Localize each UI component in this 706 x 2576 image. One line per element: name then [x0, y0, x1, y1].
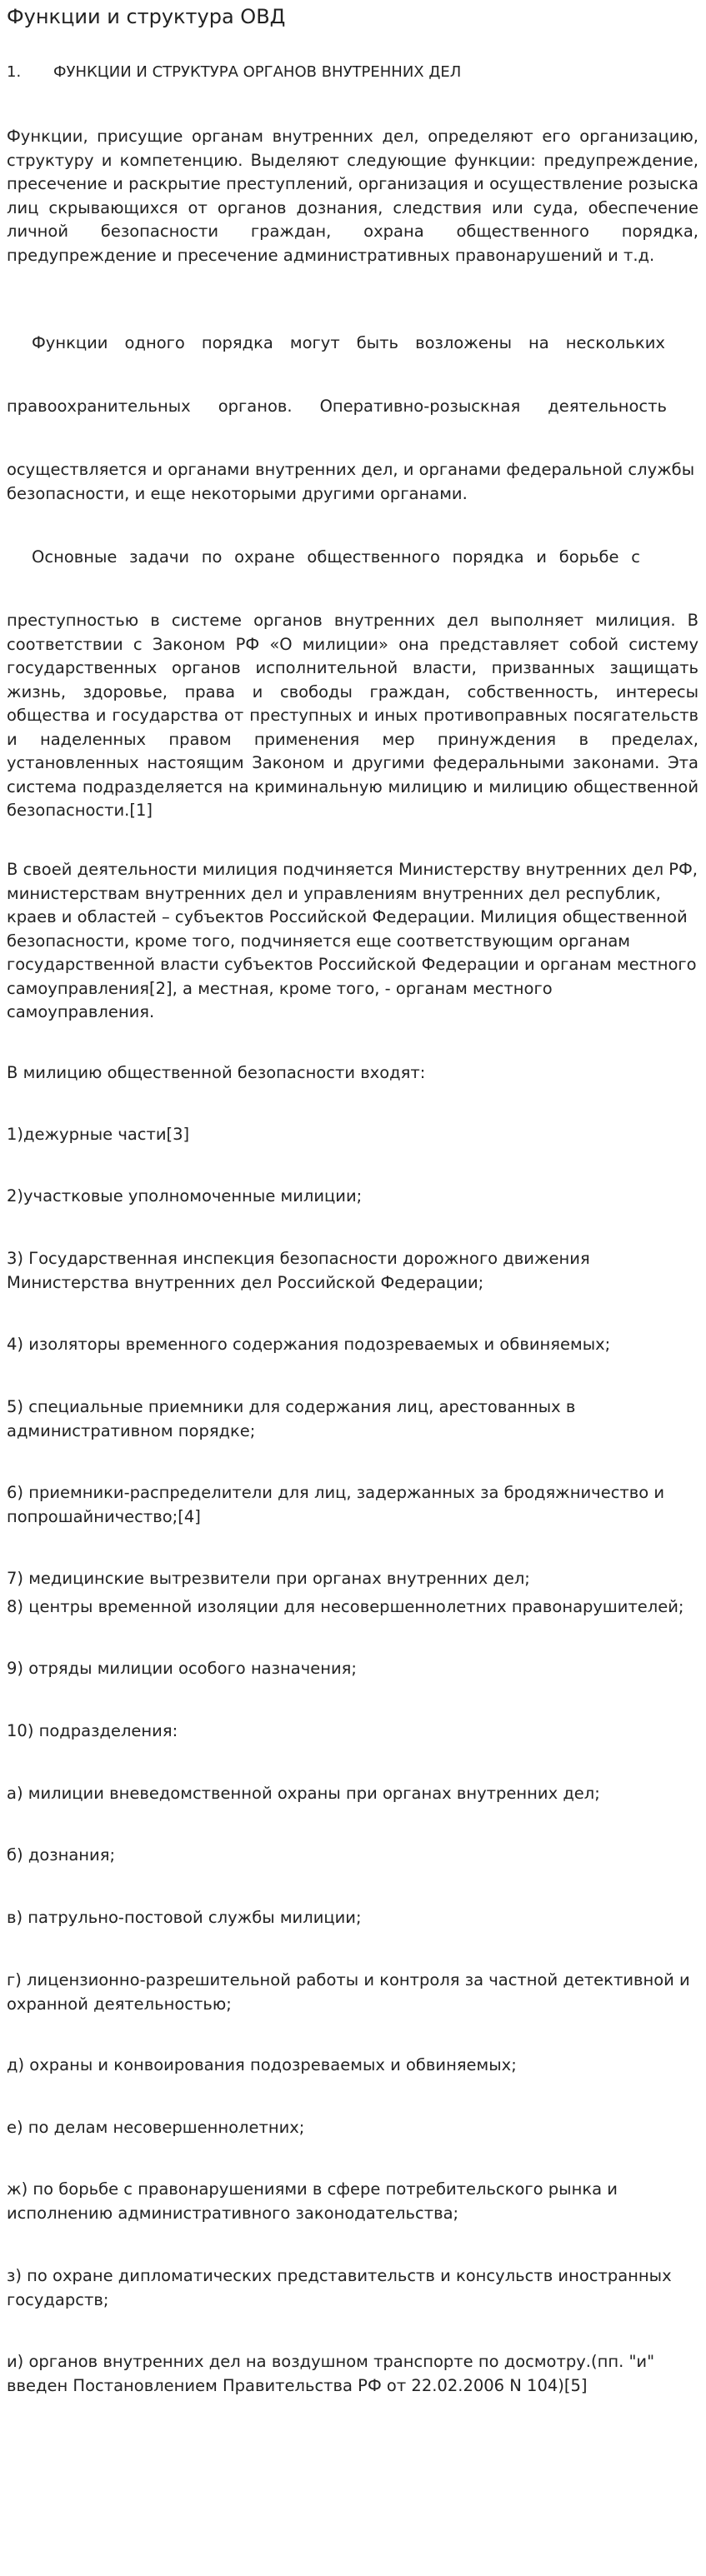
word: Оперативно-розыскная: [319, 397, 521, 416]
page-title: Функции и структура ОВД: [7, 5, 286, 28]
word: Основные: [32, 547, 118, 567]
paragraph-shared-line-2: [7, 395, 667, 419]
paragraph-tasks-rest: преступностью в системе органов внутренних дел выполняет милиция. В соответствии с Законом РФ «О милиции» она представляет собой систему государственных органов исполнительной власти, призванных защищать жизнь, здоровье, права и свободы граждан, собственность, интересы общества и государства от преступных и иных противоправных посягательств и наделенных правом применения мер принуждения в пределах, установленных настоящим Законом и другими федеральными законами. Эта система подразделяется на криминальную милицию и милицию общественной безопасности.[1]: [7, 611, 698, 820]
sub-list-item: д) охраны и конвоирования подозреваемых и обвиняемых;: [7, 2055, 517, 2074]
sub-list-item: з) по охране дипломатических представительств и консульств иностранных государств;: [7, 2266, 672, 2309]
word: на: [528, 333, 549, 352]
paragraph-includes: В милицию общественной безопасности входят:: [7, 1063, 426, 1082]
list-item: 5) специальные приемники для содержания лиц, арестованных в административном порядке;: [7, 1397, 576, 1440]
list-item: 8) центры временной изоляции для несовершеннолетних правонарушителей;: [7, 1597, 684, 1616]
sub-list-item: е) по делам несовершеннолетних;: [7, 2118, 305, 2137]
section-number: 1.: [7, 63, 22, 81]
word: порядка: [452, 547, 524, 567]
list-item: 3) Государственная инспекция безопасности дорожного движения Министерства внутренних дел Российской Федерации;: [7, 1249, 590, 1292]
sub-list-item: б) дознания;: [7, 1845, 116, 1865]
word: могут: [289, 333, 340, 352]
word: общественного: [307, 547, 440, 567]
word: и: [536, 547, 547, 567]
word: правоохранительных: [7, 397, 191, 416]
word: деятельность: [548, 397, 667, 416]
word: борьбе: [558, 547, 619, 567]
sub-list-item: ж) по борьбе с правонарушениями в сфере потребительского рынка и исполнению административного законодательства;: [7, 2179, 618, 2223]
list-item: 7) медицинские вытрезвители при органах внутренних дел;: [7, 1569, 530, 1588]
word: порядка: [201, 333, 273, 352]
word: органов.: [218, 397, 293, 416]
sub-list-item: в) патрульно-постовой службы милиции;: [7, 1908, 362, 1927]
paragraph-shared-rest: осуществляется и органами внутренних дел, и органами федеральной службы безопасности, и еще некоторыми другими органами.: [7, 460, 695, 503]
list-item: 10) подразделения:: [7, 1721, 178, 1740]
list-item: 2)участковые уполномоченные милиции;: [7, 1186, 363, 1206]
word: нескольких: [565, 333, 665, 352]
word: с: [631, 547, 640, 567]
paragraph-shared-line-1: [7, 332, 665, 356]
list-item: 6) приемники-распределители для лиц, задержанных за бродяжничество и попрошайничество;[4]: [7, 1483, 665, 1526]
word: Функции: [32, 333, 108, 352]
paragraph-subordination: В своей деятельности милиция подчиняется Министерству внутренних дел РФ, министерствам внутренних дел и управлениям внутренних дел республик, краев и областей – субъектов Российской Федерации. Милиция общественной безопасности, кроме того, подчиняется еще соответствующим органам государственной власти субъектов Российской Федерации и органам местного самоуправления[2], а местная, кроме того, - органам местного самоуправления.: [7, 860, 698, 1021]
section-heading: [7, 63, 461, 81]
word: возложены: [415, 333, 512, 352]
list-item: 9) отряды милиции особого назначения;: [7, 1659, 357, 1678]
section-heading-text: ФУНКЦИИ И СТРУКТУРА ОРГАНОВ ВНУТРЕННИХ ДЕЛ: [53, 63, 462, 81]
sub-list-item: а) милиции вневедомственной охраны при органах внутренних дел;: [7, 1784, 600, 1803]
paragraph-tasks-line-1: [7, 546, 640, 570]
word: задачи: [129, 547, 190, 567]
sub-list-item: г) лицензионно-разрешительной работы и контроля за частной детективной и охранной деятельностью;: [7, 1970, 690, 2014]
word: одного: [124, 333, 185, 352]
word: охране: [234, 547, 295, 567]
word: по: [201, 547, 223, 567]
list-item: 4) изоляторы временного содержания подозреваемых и обвиняемых;: [7, 1335, 611, 1354]
list-item: 1)дежурные части[3]: [7, 1125, 190, 1144]
word: быть: [356, 333, 399, 352]
sub-list-item: и) органов внутренних дел на воздушном транспорте по досмотру.(пп. "и" введен Постановлением Правительства РФ от 22.02.2006 N 104)[5]: [7, 2352, 655, 2395]
paragraph-functions: Функции, присущие органам внутренних дел, определяют его организацию, структуру и компетенцию. Выделяют следующие функции: предупреждение, пресечение и раскрытие преступлений, организация и осуществление розыска лиц скрывающихся от органов дознания, следствия или суда, обеспечение личной безопасности граждан, охрана общественного порядка, предупреждение и пресечение административных правонарушений и т.д.: [7, 127, 698, 265]
